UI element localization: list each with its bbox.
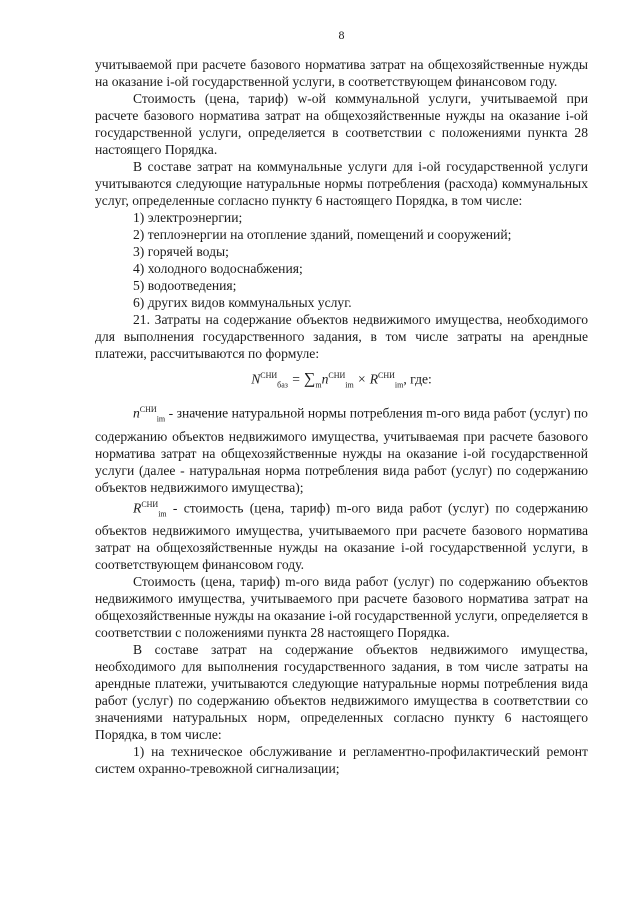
formula-r-sub: im xyxy=(394,380,404,390)
paragraph-utility-cost: Стоимость (цена, тариф) w-ой коммунальной услуги, учитываемой при расчете базового норматива затрат на общехозяйственные нужды на оказание i-ой государственной услуги, определяется в соответствии с положениями пункта 28 настоящего Порядка. xyxy=(95,91,588,157)
formula-lhs-sub: баз xyxy=(277,380,288,390)
formula-times: × xyxy=(357,371,367,387)
utility-list xyxy=(95,209,588,311)
definition-r xyxy=(95,496,588,573)
def-n-sub: im xyxy=(156,414,166,424)
paragraph-continuation: учитываемой при расчете базового норматива затрат на общехозяйственные нужды на оказание i-ой государственной услуги, в соответствующем финансовом году. xyxy=(95,57,588,89)
list-item: 1) на техническое обслуживание и регламентно-профилактический ремонт систем охранно-тревожной сигнализации; xyxy=(95,743,588,776)
paragraph-property-cost: Стоимость (цена, тариф) m-ого вида работ (услуг) по содержанию объектов недвижимого имущества, учитываемого при расчете базового норматива затрат на общехозяйственные нужды на оказание i-ой государственной услуги, определяется в соответствии с положениями пункта 28 настоящего Порядка. xyxy=(95,573,588,640)
list-item: 2) теплоэнергии на отопление зданий, помещений и сооружений; xyxy=(133,227,512,242)
formula xyxy=(95,366,588,395)
def-r-text: - стоимость (цена, тариф) m-ого вида работ (услуг) по содержанию объектов недвижимого имущества, учитываемого при расчете базового норматива затрат на общехозяйственные нужды на оказание i-ой государственной услуги, в соответствующем финансовом году. xyxy=(95,500,588,572)
formula-n-sup: СНИ xyxy=(328,371,346,380)
formula-sum-sub: m xyxy=(315,380,322,390)
document-page xyxy=(95,28,588,777)
def-r-sub: im xyxy=(158,508,167,518)
list-item: 6) других видов коммунальных услуг. xyxy=(133,295,352,310)
formula-r-sup: СНИ xyxy=(378,371,395,380)
formula-lhs-sup: СНИ xyxy=(260,371,278,380)
def-n-text: - значение натуральной нормы потребления m-ого вида работ (услуг) по содержанию объектов недвижимого имущества, учитываемая при расчете базового норматива затрат на общехозяйственные нужды на оказание i-ой государственной услуги (далее - натуральная норма потребления вида работ (услуг) по содержанию объектов недвижимого имущества); xyxy=(95,405,588,495)
list-item: 1) электроэнергии; xyxy=(133,210,243,225)
paragraph-clause-21: 21. Затраты на содержание объектов недвижимого имущества, необходимого для выполнения государственного задания, в том числе затраты на арендные платежи, рассчитываются по формуле: xyxy=(95,312,588,361)
def-r-symbol: R xyxy=(133,500,142,516)
paragraph-property-norms: В составе затрат на содержание объектов недвижимого имущества, необходимого для выполнения государственного задания, в том числе затраты на арендные платежи, учитываются следующие натуральные нормы потребления вида работ (услуг) по содержанию объектов недвижимого имущества в соответствии со значениями натуральных норм, определенных согласно пункту 6 настоящего Порядка, в том числе: xyxy=(95,641,588,742)
list-item: 5) водоотведения; xyxy=(133,278,237,293)
def-n-symbol: n xyxy=(133,405,140,421)
def-r-sup: СНИ xyxy=(141,499,159,509)
formula-lhs: N xyxy=(251,371,261,387)
page-number: 8 xyxy=(338,28,345,42)
formula-n-sub: im xyxy=(345,380,354,390)
def-n-sup: СНИ xyxy=(139,405,157,415)
definition-n xyxy=(95,401,588,495)
formula-tail: , где: xyxy=(403,371,432,387)
formula-r: R xyxy=(369,371,379,387)
list-item: 4) холодного водоснабжения; xyxy=(133,261,303,276)
formula-equals: = xyxy=(291,371,301,387)
paragraph-utility-norms: В составе затрат на коммунальные услуги для i-ой государственной услуги учитываются следующие натуральные нормы потребления (расхода) коммунальных услуг, определенные согласно пункту 6 настоящего Порядка, в том числе: xyxy=(95,159,588,208)
list-item: 3) горячей воды; xyxy=(133,244,229,259)
formula-n: n xyxy=(321,371,329,387)
formula-sum-sign: ∑ xyxy=(303,370,316,388)
